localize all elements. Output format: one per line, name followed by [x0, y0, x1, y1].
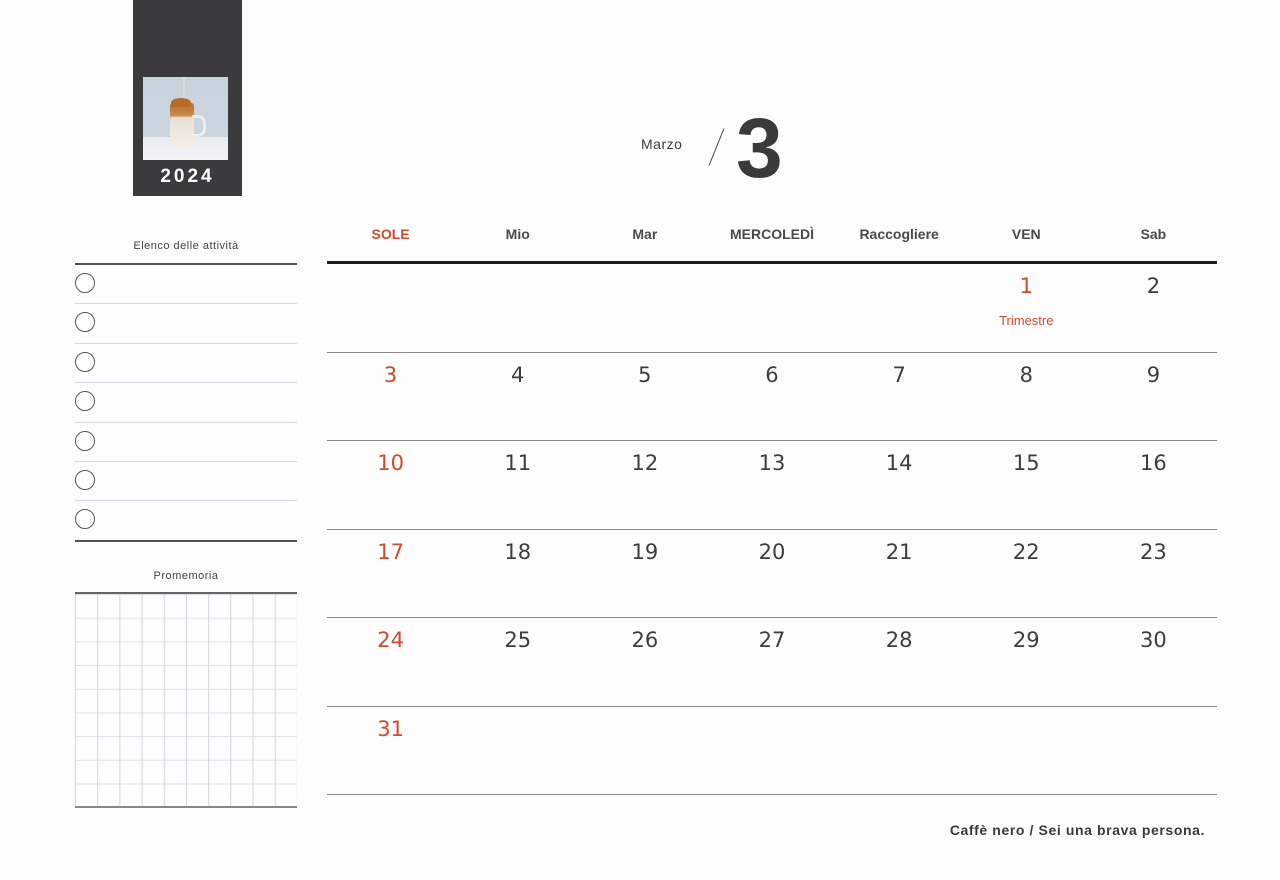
day-number: 21 [885, 539, 913, 564]
week-row [327, 618, 1217, 707]
year-label: 2024 [160, 166, 215, 187]
cup-handle-shape [192, 115, 206, 137]
day-cell[interactable] [963, 353, 1090, 441]
foam-shape [171, 98, 191, 107]
month-calendar [327, 221, 1217, 795]
month-number: 3 [736, 101, 783, 195]
empty-day-cell [963, 707, 1090, 795]
day-number: 15 [1012, 451, 1040, 475]
weekday-label: VEN [1011, 226, 1041, 242]
year-tab [133, 0, 242, 196]
day-number: 9 [1146, 362, 1161, 387]
cup-shape [170, 103, 194, 147]
day-cell[interactable] [963, 264, 1090, 352]
todo-item[interactable] [75, 265, 297, 304]
day-cell[interactable] [836, 618, 963, 706]
todo-checkbox[interactable] [75, 431, 95, 451]
weekday-label: SOLE [371, 226, 410, 242]
day-cell[interactable] [581, 530, 708, 618]
day-cell[interactable] [454, 530, 581, 618]
weekday-label: MERCOLEDÌ [729, 226, 814, 242]
week-row [327, 707, 1217, 796]
week-row [327, 530, 1217, 619]
memo-grid[interactable] [75, 592, 297, 808]
day-number: 31 [377, 716, 404, 741]
day-number: 23 [1140, 539, 1167, 564]
empty-day-cell [836, 264, 963, 352]
day-cell[interactable] [708, 530, 835, 618]
todo-checkbox[interactable] [75, 470, 95, 490]
day-cell[interactable] [327, 353, 454, 441]
day-note: Trimestre [999, 313, 1054, 328]
day-cell[interactable] [708, 353, 835, 441]
day-cell[interactable] [1090, 353, 1217, 441]
day-cell[interactable] [1090, 441, 1217, 529]
footer-slogan: Caffè nero / Sei una brava persona. [949, 822, 1205, 838]
week-row [327, 441, 1217, 530]
weekday-header [327, 221, 1217, 264]
todo-title: Elenco delle attività [133, 240, 239, 252]
day-cell[interactable] [708, 618, 835, 706]
day-number: 11 [504, 451, 532, 475]
day-cell[interactable] [327, 707, 454, 795]
day-cell[interactable] [327, 441, 454, 529]
day-number: 4 [511, 362, 525, 387]
day-number: 25 [504, 628, 532, 652]
day-cell[interactable] [454, 441, 581, 529]
day-cell[interactable] [963, 441, 1090, 529]
empty-day-cell [708, 707, 835, 795]
day-cell[interactable] [327, 618, 454, 706]
day-number: 20 [758, 539, 786, 564]
day-cell[interactable] [1090, 618, 1217, 706]
todo-checkbox[interactable] [75, 273, 95, 293]
day-number: 6 [765, 362, 779, 387]
day-number: 13 [758, 451, 786, 475]
weekday-label: Sab [1140, 226, 1167, 242]
day-cell[interactable] [836, 353, 963, 441]
todo-item[interactable] [75, 462, 297, 501]
day-cell[interactable] [836, 530, 963, 618]
day-cell[interactable] [836, 441, 963, 529]
todo-checkbox[interactable] [75, 352, 95, 372]
day-number: 27 [758, 628, 786, 652]
day-number: 1 [1019, 274, 1033, 298]
month-name: Marzo [641, 136, 683, 152]
day-number: 18 [504, 539, 532, 564]
day-number: 24 [377, 628, 404, 652]
day-cell[interactable] [1090, 530, 1217, 618]
memo-title: Promemoria [153, 570, 219, 582]
day-number: 29 [1012, 628, 1040, 652]
empty-day-cell [836, 707, 963, 795]
day-cell[interactable] [581, 353, 708, 441]
day-cell[interactable] [581, 441, 708, 529]
day-cell[interactable] [963, 618, 1090, 706]
day-number: 3 [383, 362, 398, 387]
todo-checkbox[interactable] [75, 509, 95, 529]
todo-item[interactable] [75, 383, 297, 422]
todo-item[interactable] [75, 423, 297, 462]
day-number: 26 [631, 628, 659, 652]
todo-item[interactable] [75, 304, 297, 343]
weekday-label: Mar [632, 226, 658, 242]
day-cell[interactable] [963, 530, 1090, 618]
todo-checkbox[interactable] [75, 391, 95, 411]
day-number: 17 [377, 539, 404, 564]
day-number: 2 [1146, 274, 1161, 298]
day-cell[interactable] [454, 353, 581, 441]
day-number: 12 [631, 451, 659, 475]
empty-day-cell [708, 264, 835, 352]
day-cell[interactable] [1090, 264, 1217, 352]
day-number: 8 [1019, 362, 1033, 387]
empty-day-cell [1090, 707, 1217, 795]
todo-checkbox[interactable] [75, 312, 95, 332]
empty-day-cell [581, 707, 708, 795]
todo-list [75, 263, 297, 542]
day-cell[interactable] [708, 441, 835, 529]
empty-day-cell [454, 264, 581, 352]
empty-day-cell [327, 264, 454, 352]
day-number: 10 [377, 451, 404, 475]
day-number: 19 [631, 539, 659, 564]
todo-item[interactable] [75, 344, 297, 383]
empty-day-cell [454, 707, 581, 795]
week-row [327, 353, 1217, 442]
day-number: 28 [885, 628, 913, 652]
day-number: 5 [638, 362, 652, 387]
weekday-label: Raccogliere [859, 226, 939, 242]
day-number: 22 [1012, 539, 1040, 564]
day-cell[interactable] [454, 618, 581, 706]
weekday-label: Mio [505, 226, 530, 242]
calendar-weeks [327, 264, 1217, 795]
day-number: 30 [1140, 628, 1167, 652]
slash-divider [709, 128, 725, 165]
week-row [327, 264, 1217, 353]
day-number: 7 [892, 362, 906, 387]
day-cell[interactable] [581, 618, 708, 706]
day-number: 16 [1140, 451, 1167, 475]
todo-item[interactable] [75, 501, 297, 541]
day-cell[interactable] [327, 530, 454, 618]
iced-coffee-photo [143, 77, 228, 160]
empty-day-cell [581, 264, 708, 352]
day-number: 14 [885, 451, 913, 475]
